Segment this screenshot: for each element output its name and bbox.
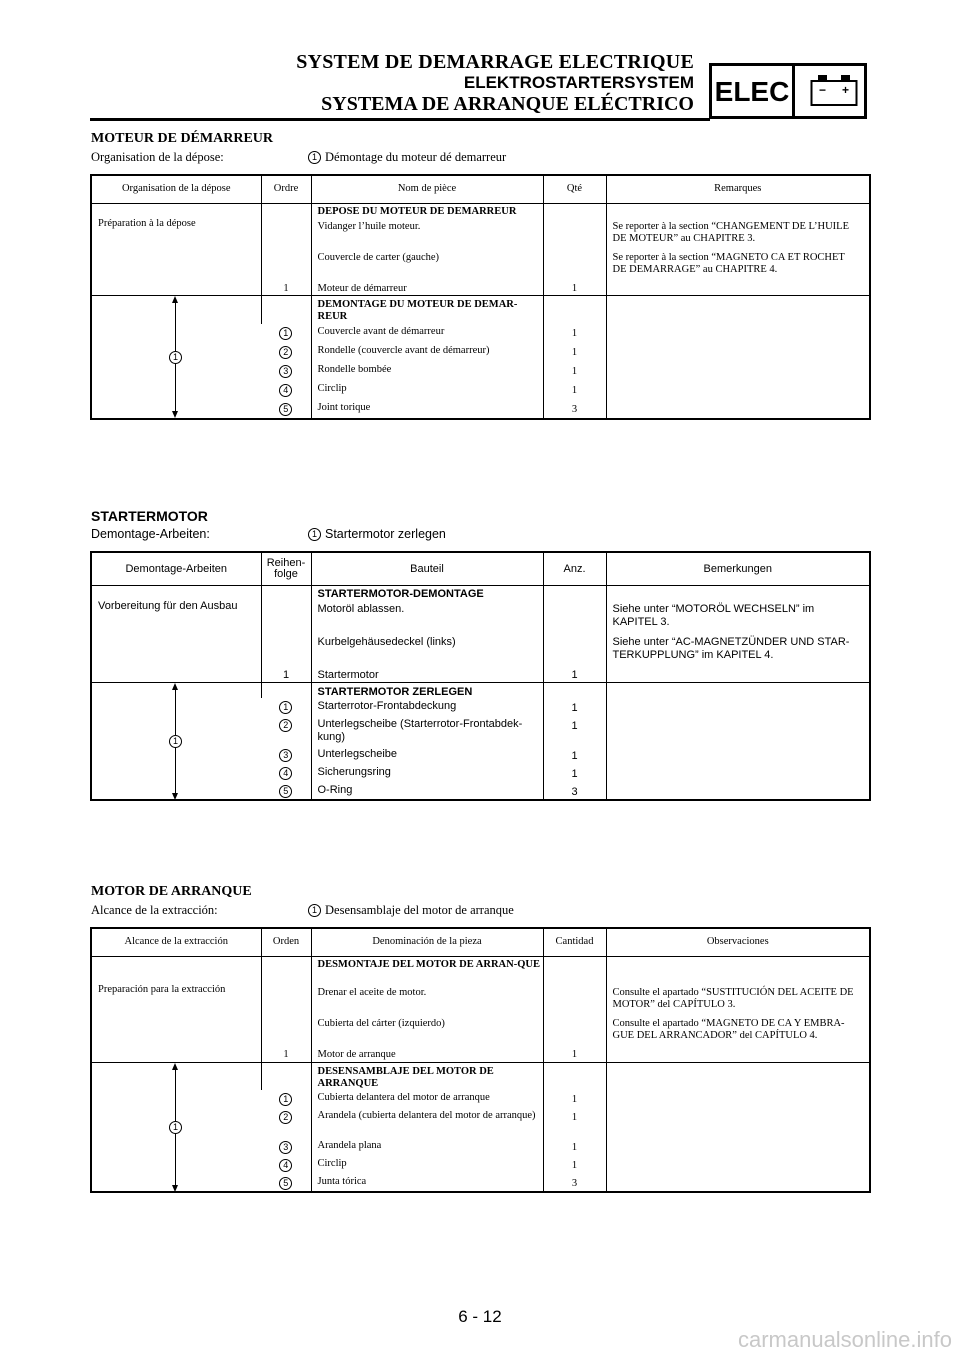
order-number-badge: 4 [279,767,292,780]
quantity-cell [543,600,606,633]
order-number-badge: 2 [279,1111,292,1124]
quantity-cell: 1 [543,1090,606,1108]
organisation-cell [91,203,261,218]
header-quantity: Qté [543,175,606,203]
part-name-cell: Joint torique [311,400,543,419]
order-cell [261,343,311,362]
section-title: MOTOR DE ARRANQUE [91,884,252,899]
quantity-cell [543,984,606,1015]
remarks-cell [606,682,870,800]
header-title-de: ELEKTROSTARTERSYSTEM [463,73,694,92]
table-row [91,600,870,633]
order-cell [261,218,311,249]
part-name-cell: Sicherungsring [311,764,543,782]
table-row [91,1062,870,1090]
remarks-cell: Siehe unter “AC-MAGNETZÜNDER UND STAR-TERKUPPLUNG” im KAPITEL 4. [606,633,870,666]
order-cell [261,984,311,1015]
part-name-cell: Starterrotor-Frontabdeckung [311,698,543,716]
page-header-titles [296,52,694,115]
subtitle-value-text: Desensamblaje del motor de arranque [325,903,514,917]
order-cell [261,1015,311,1046]
disassembly-range-cell [91,1062,261,1192]
table-row [91,984,870,1015]
table-row [91,218,870,249]
header-quantity: Cantidad [543,928,606,956]
quantity-cell: 1 [543,1108,606,1138]
remarks-cell [606,585,870,600]
group-title: DESENSAMBLAJE DEL MOTOR DE ARRANQUE [311,1062,543,1090]
quantity-cell: 1 [543,764,606,782]
order-cell [261,1174,311,1192]
remarks-cell: Se reporter à la section “CHANGEMENT DE L’HUILE DE MOTEUR” au CHAPITRE 3. [606,218,870,249]
order-cell [261,203,311,218]
remarks-cell: Se reporter à la section “MAGNETO CA ET ROCHET DE DEMARRAGE” au CHAPITRE 4. [606,249,870,280]
order-number-badge: 3 [279,1141,292,1154]
order-number-badge: 2 [279,719,292,732]
quantity-cell: 1 [543,362,606,381]
subtitle-number-badge: 1 [308,528,321,541]
organisation-cell [91,280,261,296]
order-number-badge: 1 [279,1093,292,1106]
table-row [91,633,870,666]
table-row [91,1046,870,1062]
part-name-cell: Junta tórica [311,1174,543,1192]
group-title: STARTERMOTOR-DEMONTAGE [311,585,543,600]
part-name-cell: Cubierta delantera del motor de arranque [311,1090,543,1108]
subtitle-label: Demontage-Arbeiten: [91,527,210,541]
quantity-cell: 3 [543,1174,606,1192]
part-name-cell: Motoröl ablassen. [311,600,543,633]
order-cell [261,633,311,666]
table-row [91,956,870,984]
part-name-cell: Unterlegscheibe (Starterrotor-Frontabdek-kung) [311,716,543,746]
subtitle-value [308,527,446,541]
quantity-cell: 1 [543,666,606,682]
order-cell [261,1090,311,1108]
quantity-cell: 1 [543,746,606,764]
part-name-cell: Rondelle (couvercle avant de démarreur) [311,343,543,362]
header-remarks: Remarques [606,175,870,203]
remarks-cell [606,1062,870,1192]
procedure-table [90,551,871,801]
order-number-badge: 4 [279,384,292,397]
organisation-cell [91,1015,261,1046]
group-title: DEMONTAGE DU MOTEUR DE DEMAR-REUR [311,296,543,324]
procedure-table [90,174,871,420]
part-name-cell: Unterlegscheibe [311,746,543,764]
arrow-down-icon [172,411,178,418]
part-name-cell: Circlip [311,1156,543,1174]
subtitle-number-badge: 1 [308,904,321,917]
part-name-cell: Moteur de démarreur [311,280,543,296]
quantity-cell [543,585,606,600]
disassembly-range-cell [91,296,261,419]
order-cell [261,1062,311,1090]
order-number-badge: 4 [279,1159,292,1172]
quantity-cell [543,218,606,249]
order-number-badge: 5 [279,1177,292,1190]
remarks-cell [606,296,870,419]
range-label-badge: 1 [169,735,182,748]
table-row [91,585,870,600]
order-number-badge: 1 [279,701,292,714]
disassembly-range-cell [91,682,261,800]
organisation-cell [91,249,261,280]
part-name-cell: Rondelle bombée [311,362,543,381]
remarks-cell [606,666,870,682]
order-cell [261,764,311,782]
order-cell [261,381,311,400]
organisation-cell [91,956,261,984]
header-order: Reihen-folge [261,552,311,585]
quantity-cell [543,296,606,324]
header-quantity: Anz. [543,552,606,585]
section-subtitle [91,150,507,165]
badge-divider [792,66,795,116]
section-subtitle [91,903,514,918]
table-row [91,280,870,296]
order-cell [261,698,311,716]
order-cell [261,746,311,764]
remarks-cell [606,280,870,296]
order-cell [261,1108,311,1138]
remarks-cell [606,956,870,984]
remarks-cell: Siehe unter “MOTORÖL WECHSELN” im KAPITEL 3. [606,600,870,633]
table-row [91,203,870,218]
order-cell [261,362,311,381]
order-cell [261,400,311,419]
part-name-cell: Arandela (cubierta delantera del motor de arranque) [311,1108,543,1138]
table-header-row [91,552,870,585]
order-cell [261,296,311,324]
part-name-cell: Cubierta del cárter (izquierdo) [311,1015,543,1046]
order-cell [261,782,311,800]
remarks-cell: Consulte el apartado “MAGNETO DE CA Y EMBRA-GUE DEL ARRANCADOR” del CAPÍTULO 4. [606,1015,870,1046]
arrow-up-icon [172,1063,178,1070]
quantity-cell [543,1015,606,1046]
part-name-cell: Kurbelgehäusedeckel (links) [311,633,543,666]
order-cell [261,716,311,746]
quantity-cell [543,249,606,280]
section-title: MOTEUR DE DÉMARREUR [91,131,273,146]
quantity-cell: 1 [543,1156,606,1174]
order-number-badge: 3 [279,365,292,378]
battery-minus: − [818,83,827,97]
header-part-name: Denominación de la pieza [311,928,543,956]
quantity-cell [543,956,606,984]
order-cell [261,249,311,280]
organisation-cell: Vorbereitung für den Ausbau [98,600,238,612]
quantity-cell [543,203,606,218]
section-subtitle [91,527,446,541]
header-part-name: Bauteil [311,552,543,585]
table-row [91,666,870,682]
order-number-badge: 5 [279,785,292,798]
order-number-badge: 1 [279,327,292,340]
order-cell [261,1138,311,1156]
header-order: Ordre [261,175,311,203]
watermark: carmanualsonline.info [737,1327,952,1352]
badge-label: ELEC [714,76,790,107]
subtitle-value-text: Startermotor zerlegen [325,527,446,541]
group-title: DESMONTAJE DEL MOTOR DE ARRAN-QUE [311,956,543,984]
header-order: Orden [261,928,311,956]
subtitle-label: Alcance de la extracción: [91,903,218,917]
part-name-cell: Couvercle de carter (gauche) [311,249,543,280]
subtitle-number-badge: 1 [308,151,321,164]
quantity-cell: 1 [543,698,606,716]
quantity-cell: 3 [543,400,606,419]
procedure-table [90,927,871,1193]
quantity-cell: 3 [543,782,606,800]
part-name-cell: O-Ring [311,782,543,800]
quantity-cell [543,682,606,698]
section-badge [709,63,867,119]
remarks-cell [606,1046,870,1062]
order-number-badge: 2 [279,346,292,359]
quantity-cell: 1 [543,343,606,362]
organisation-cell: Preparación para la extracción [98,984,226,995]
quantity-cell [543,633,606,666]
quantity-cell: 1 [543,1046,606,1062]
arrow-down-icon [172,793,178,800]
page-number: 6 - 12 [458,1307,502,1326]
arrow-up-icon [172,296,178,303]
table-row [91,1015,870,1046]
table-row [91,249,870,280]
header-organisation: Demontage-Arbeiten [91,552,261,585]
group-title: DEPOSE DU MOTEUR DE DEMARREUR [311,203,543,218]
order-number-badge: 3 [279,749,292,762]
order-cell: 1 [261,1046,311,1062]
part-name-cell: Startermotor [311,666,543,682]
order-cell: 1 [261,666,311,682]
quantity-cell: 1 [543,324,606,343]
part-name-cell: Drenar el aceite de motor. [311,984,543,1015]
organisation-cell: Préparation à la dépose [98,217,196,229]
order-cell: 1 [261,280,311,296]
organisation-cell [91,666,261,682]
table-row [91,682,870,698]
header-title-fr: SYSTEM DE DEMARRAGE ELECTRIQUE [296,51,694,73]
range-label-badge: 1 [169,351,182,364]
quantity-cell: 1 [543,716,606,746]
part-name-cell: Arandela plana [311,1138,543,1156]
header-organisation: Organisation de la dépose [91,175,261,203]
quantity-cell: 1 [543,280,606,296]
header-organisation: Alcance de la extracción [91,928,261,956]
order-cell [261,956,311,984]
order-cell [261,585,311,600]
order-cell [261,1156,311,1174]
group-title: STARTERMOTOR ZERLEGEN [311,682,543,698]
part-name-cell: Couvercle avant de démarreur [311,324,543,343]
part-name-cell: Vidanger l’huile moteur. [311,218,543,249]
header-part-name: Nom de pièce [311,175,543,203]
organisation-cell [91,633,261,666]
organisation-cell [91,585,261,600]
remarks-cell: Consulte el apartado “SUSTITUCIÓN DEL ACEITE DE MOTOR” del CAPÍTULO 3. [606,984,870,1015]
subtitle-label: Organisation de la dépose: [91,150,224,164]
subtitle-value-text: Démontage du moteur dé demarreur [325,150,507,164]
range-label-badge: 1 [169,1121,182,1134]
header-remarks: Bemerkungen [606,552,870,585]
battery-icon [810,74,858,107]
header-rule [90,118,710,121]
header-title-es: SYSTEMA DE ARRANQUE ELÉCTRICO [321,93,694,115]
table-header-row [91,175,870,203]
part-name-cell: Circlip [311,381,543,400]
quantity-cell: 1 [543,1138,606,1156]
remarks-cell [606,203,870,218]
order-cell [261,600,311,633]
arrow-down-icon [172,1185,178,1192]
subtitle-value [308,903,514,918]
subtitle-value [308,150,506,165]
table-header-row [91,928,870,956]
quantity-cell [543,1062,606,1090]
header-remarks: Observaciones [606,928,870,956]
organisation-cell [91,1046,261,1062]
section-title: STARTERMOTOR [91,508,208,524]
arrow-up-icon [172,683,178,690]
battery-plus: + [841,83,850,97]
quantity-cell: 1 [543,381,606,400]
order-number-badge: 5 [279,403,292,416]
order-cell [261,324,311,343]
table-row [91,296,870,324]
order-cell [261,682,311,698]
part-name-cell: Motor de arranque [311,1046,543,1062]
